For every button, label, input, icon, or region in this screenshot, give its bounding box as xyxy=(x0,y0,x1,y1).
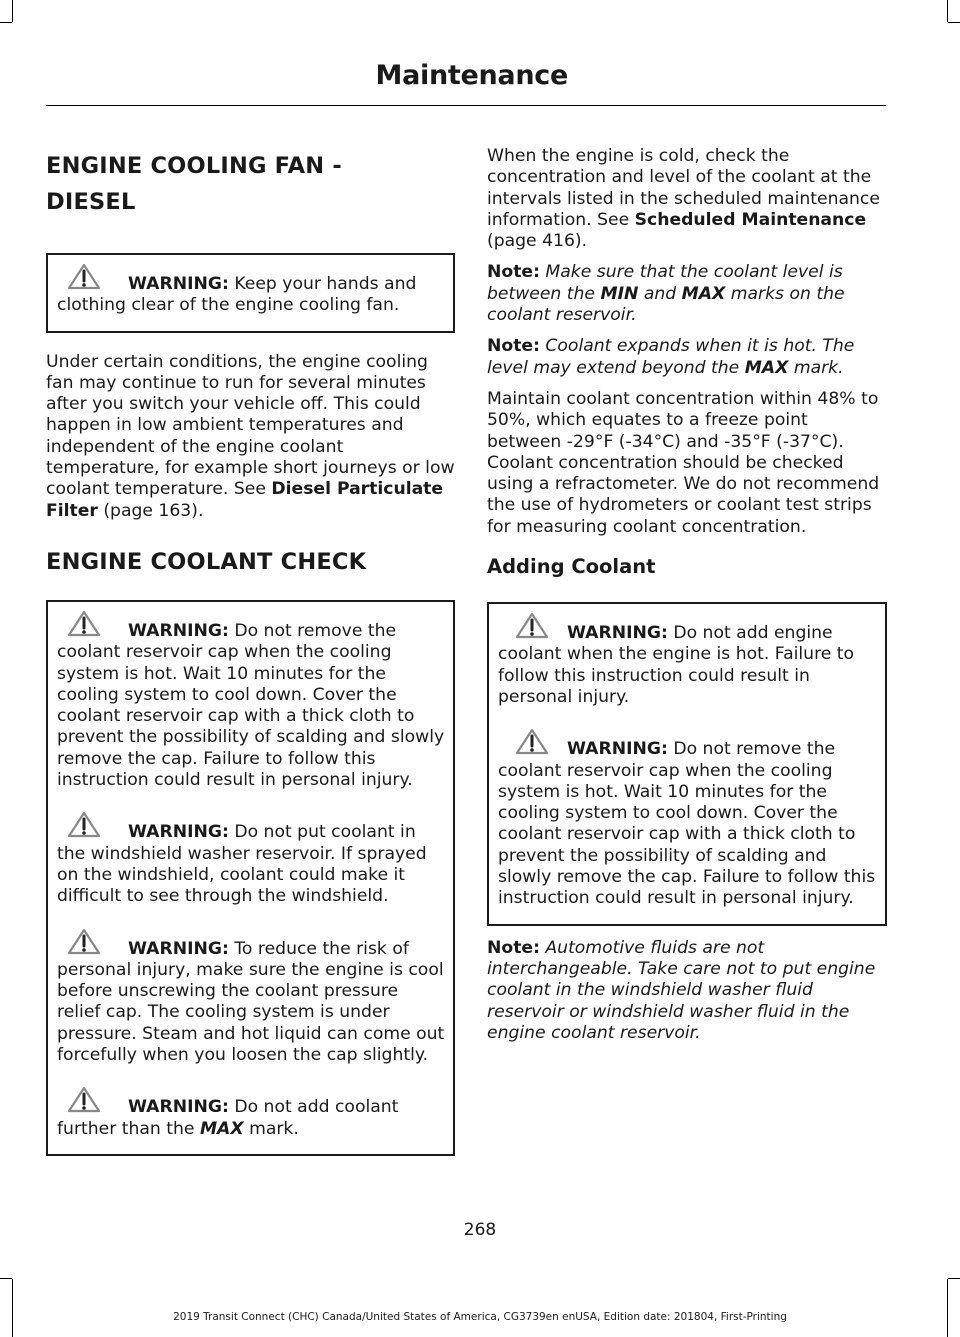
intro-paragraph: When the engine is cold, check the concentration and level of the coolant at the intervals listed in the scheduled maintenance information. See Scheduled Maintenance (page 416). xyxy=(487,146,880,252)
footer-text: 2019 Transit Connect (CHC) Canada/United States of America, CG3739en enUSA, Edition date: 201804, First-Printing xyxy=(173,1311,787,1323)
warning-icon xyxy=(62,264,106,290)
warning-item: WARNING: Do not remove the coolant reservoir cap when the cooling system is hot. Wait 10 minutes for the cooling system to cool down. Cover the coolant reservoir cap with a thick cloth to prevent the possibility of scalding and slowly remove the cap. Failure to follow this instruction could result in personal injury. xyxy=(498,729,877,909)
page-number: 268 xyxy=(463,1220,497,1240)
warning-icon xyxy=(62,1087,106,1113)
left-column xyxy=(46,148,455,1156)
subsection-heading-adding-coolant: Adding Coolant xyxy=(487,555,656,579)
warning-item: WARNING: To reduce the risk of personal injury, make sure the engine is cool before unscrewing the coolant pressure relief cap. The cooling system is under pressure. Steam and hot liquid can come out forcefully when you loosen the cap slightly. xyxy=(57,929,445,1067)
warning-box-adding xyxy=(487,602,887,926)
warning-item: WARNING: Do not remove the coolant reservoir cap when the cooling system is hot. Wait 10 minutes for the cooling system to cool down. Cover the coolant reservoir cap with a thick cloth to prevent the possibility of scalding and slowly remove the cap. Failure to follow this instruction could result in personal injury. xyxy=(57,611,445,791)
warning-icon xyxy=(510,613,554,639)
crop-mark xyxy=(12,1279,13,1337)
crop-mark xyxy=(0,1278,12,1279)
warning-box-fan xyxy=(46,253,455,333)
warning-icon xyxy=(62,611,106,637)
cross-reference-link[interactable]: Scheduled Maintenance xyxy=(634,209,867,230)
note-paragraph: Note: Make sure that the coolant level is between the MIN and MAX marks on the coolant reservoir. xyxy=(487,262,845,326)
crop-mark xyxy=(947,0,948,22)
crop-mark xyxy=(948,22,960,23)
cross-reference-link[interactable]: Diesel Particulate Filter xyxy=(46,479,444,521)
section-heading-fan: ENGINE COOLING FAN - DIESEL xyxy=(46,153,342,215)
fan-paragraph: Under certain conditions, the engine cooling fan may continue to run for several minutes after you switch your vehicle off. This could happen in low ambient temperatures and independent of the engine coolant temperature, for example short journeys or low coolant temperature. See Diesel Particulate Filter (page 163). xyxy=(46,351,455,521)
header-divider xyxy=(46,105,886,106)
page-title: Maintenance xyxy=(375,60,568,91)
warning-item: WARNING: Do not add engine coolant when the engine is hot. Failure to follow this instruction could result in personal injury. xyxy=(498,613,877,708)
crop-mark xyxy=(947,1279,948,1337)
crop-mark xyxy=(948,1278,960,1279)
warning-item: WARNING: Do not add coolant further than the MAX mark. xyxy=(57,1087,445,1140)
warning-item: WARNING: Keep your hands and clothing clear of the engine cooling fan. xyxy=(57,264,445,317)
crop-mark xyxy=(12,0,13,22)
crop-mark xyxy=(0,22,12,23)
warning-icon xyxy=(510,729,554,755)
section-heading-coolant: ENGINE COOLANT CHECK xyxy=(46,548,367,575)
warning-box-coolant xyxy=(46,600,455,1156)
warning-icon xyxy=(62,929,106,955)
concentration-paragraph: Maintain coolant concentration within 48% to 50%, which equates to a freeze point between -29°F (-34°C) and -35°F (-37°C). Coolant concentration should be checked using a refractometer. We do not recommend the use of hydrometers or coolant test strips for measuring coolant concentration. xyxy=(487,388,880,537)
note-paragraph: Note: Coolant expands when it is hot. The level may extend beyond the MAX mark. xyxy=(487,336,855,378)
note-paragraph: Note: Automotive fluids are not interchangeable. Take care not to put engine coolant in the windshield washer fluid reservoir or windshield washer fluid in the engine coolant reservoir. xyxy=(487,937,876,1043)
warning-item: WARNING: Do not put coolant in the windshield washer reservoir. If sprayed on the windshield, coolant could make it difficult to see through the windshield. xyxy=(57,812,445,907)
warning-icon xyxy=(62,812,106,838)
right-column xyxy=(487,146,887,1044)
